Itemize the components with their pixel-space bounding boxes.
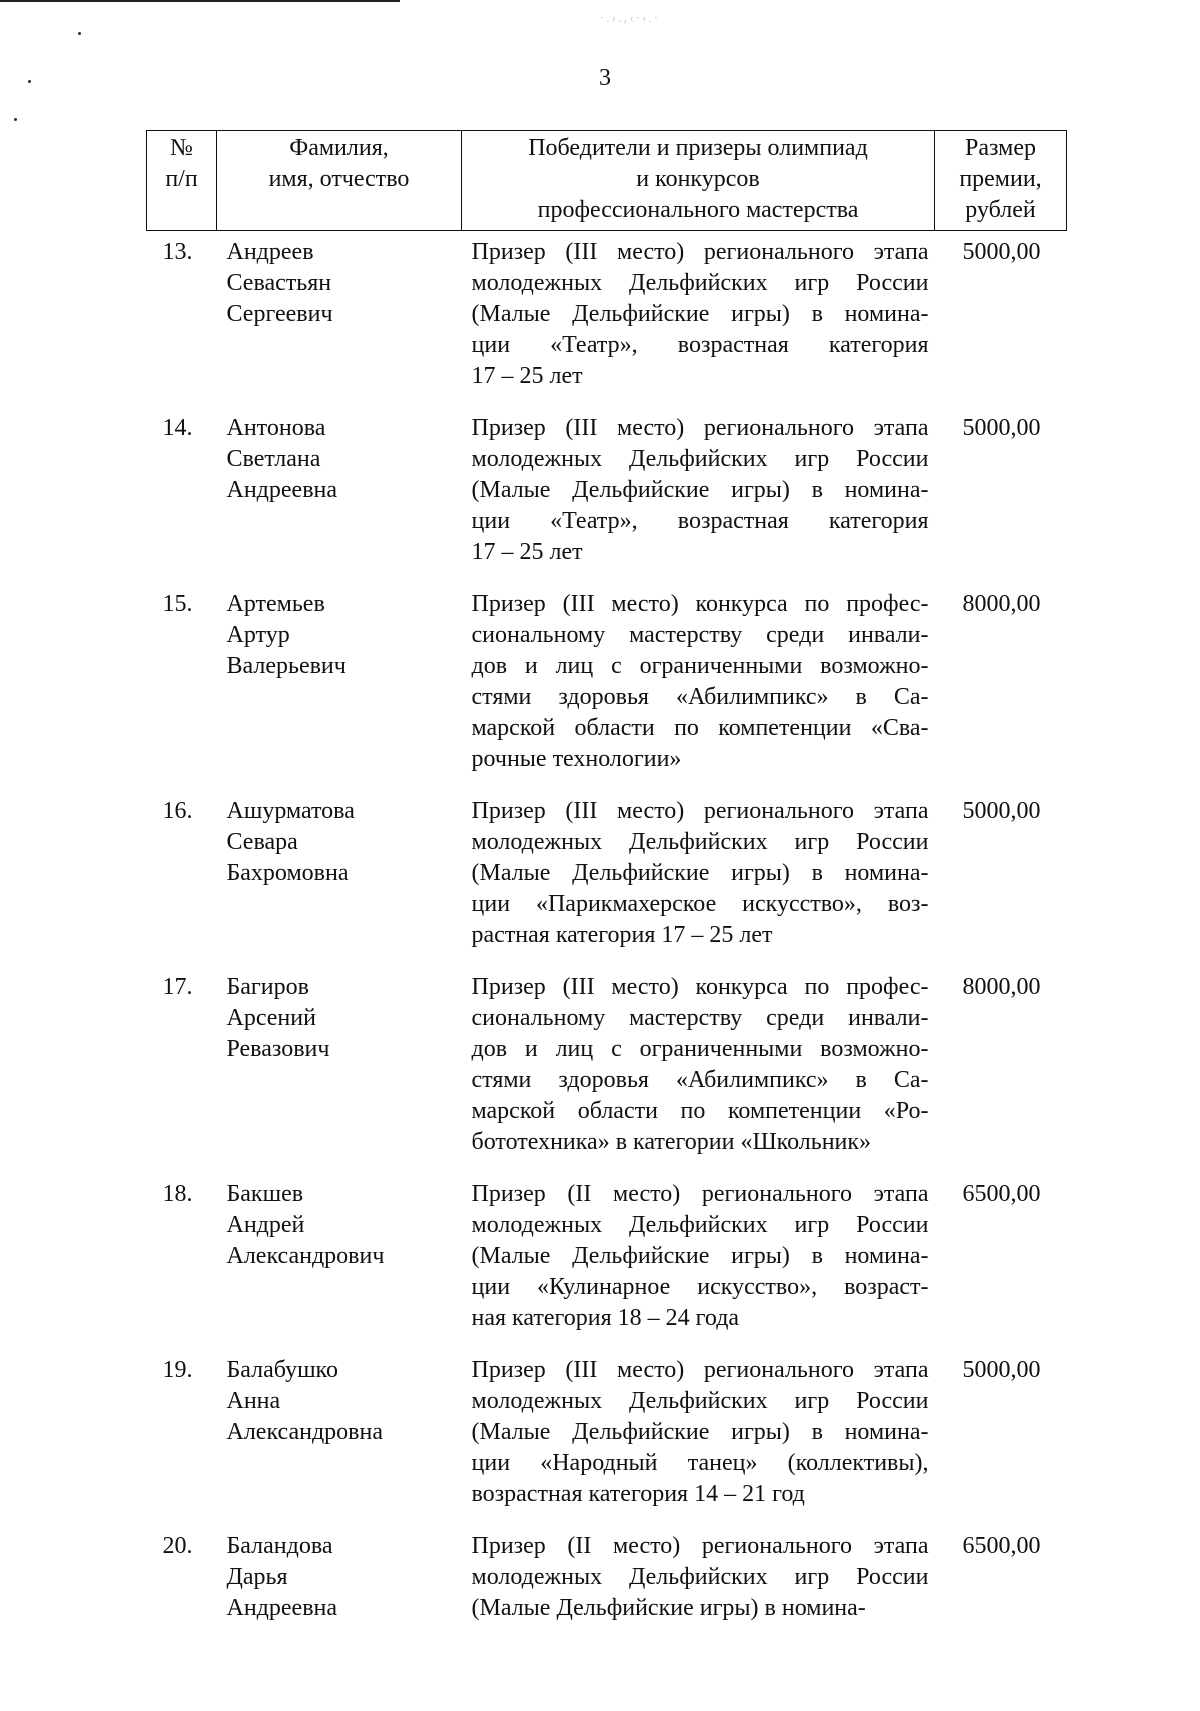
achievement-line: молодежных Дельфийских игр России [471,829,929,855]
header-award-amount: Размер премии, рублей [935,131,1067,231]
header-number: № п/п [147,131,217,231]
achievement-line: Призер (III место) регионального этапа [471,798,929,824]
achievement-line: Призер (III место) регионального этапа [471,1357,929,1383]
name-part: Александровна [226,1419,384,1445]
row-full-name [217,972,462,1179]
row-number: 13. [162,239,193,265]
row-number: 18. [162,1181,193,1207]
row-full-name [217,796,462,972]
achievement-line: молодежных Дельфийских игр России [471,1388,929,1414]
row-achievement [462,972,935,1179]
achievement-line: ции «Парикмахерское искусство», воз- [471,891,929,917]
table-row [147,1179,1067,1355]
name-part: Ревазович [226,1036,330,1062]
row-achievement [462,1179,935,1355]
name-part: Ашурматова [226,798,355,824]
achievement-line: молодежных Дельфийских игр России [471,1212,929,1238]
page-number: 3 [599,65,611,91]
scan-speck [14,118,17,121]
name-part: Анна [226,1388,281,1414]
row-full-name [217,1355,462,1531]
name-part: Валерьевич [226,653,346,679]
name-part: Антонова [226,415,326,441]
row-award-amount: 6500,00 [962,1181,1041,1207]
row-award-amount: 5000,00 [962,415,1041,441]
table-row [147,972,1067,1179]
row-number: 16. [162,798,193,824]
name-part: Севара [226,829,298,855]
achievement-line: 17 – 25 лет [471,539,583,565]
name-part: Балабушко [226,1357,338,1383]
achievement-line: (Малые Дельфийские игры) в номина- [471,1419,929,1445]
row-achievement [462,589,935,796]
table-header-row [147,131,1067,231]
row-number: 14. [162,415,193,441]
name-part: Андреев [226,239,314,265]
achievement-line: ции «Народный танец» (коллективы), [471,1450,929,1476]
achievement-line: Призер (III место) конкурса по профес- [471,591,929,617]
table-row [147,589,1067,796]
row-achievement [462,413,935,589]
name-part: Бакшев [226,1181,304,1207]
achievement-line: ная категория 18 – 24 года [471,1305,740,1331]
achievement-line: рочные технологии» [471,746,682,772]
table-row [147,796,1067,972]
row-full-name [217,589,462,796]
row-full-name [217,1531,462,1645]
row-achievement [462,796,935,972]
achievement-line: Призер (III место) регионального этапа [471,239,929,265]
row-number: 17. [162,974,193,1000]
achievement-line: (Малые Дельфийские игры) в номина- [471,1595,866,1621]
row-number: 20. [162,1533,193,1559]
achievement-line: дов и лиц с ограниченными возможно- [471,1036,929,1062]
table-row [147,231,1067,414]
achievement-line: сиональному мастерству среди инвали- [471,1005,929,1031]
row-award-amount: 6500,00 [962,1533,1041,1559]
name-part: Дарья [226,1564,288,1590]
table-row [147,413,1067,589]
achievement-line: (Малые Дельфийские игры) в номина- [471,477,929,503]
name-part: Бахромовна [226,860,349,886]
achievement-line: (Малые Дельфийские игры) в номина- [471,301,929,327]
name-part: Арсений [226,1005,316,1031]
name-part: Сергеевич [226,301,333,327]
row-full-name [217,1179,462,1355]
row-number: 15. [162,591,193,617]
achievement-line: Призер (II место) регионального этапа [471,1533,929,1559]
achievement-line: молодежных Дельфийских игр России [471,1564,929,1590]
achievement-line: Призер (III место) конкурса по профес- [471,974,929,1000]
name-part: Артур [226,622,290,648]
name-part: Светлана [226,446,321,472]
achievement-line: сиональному мастерству среди инвали- [471,622,929,648]
table-body [147,231,1067,1646]
achievement-line: марской области по компетенции «Ро- [471,1098,929,1124]
achievement-line: Призер (II место) регионального этапа [471,1181,929,1207]
achievement-line: молодежных Дельфийских игр России [471,270,929,296]
achievement-line: дов и лиц с ограниченными возможно- [471,653,929,679]
achievement-line: бототехника» в категории «Школьник» [471,1129,872,1155]
achievement-line: (Малые Дельфийские игры) в номина- [471,860,929,886]
table-row [147,1355,1067,1531]
row-achievement [462,1531,935,1645]
row-award-amount: 5000,00 [962,239,1041,265]
row-achievement [462,231,935,414]
name-part: Андрей [226,1212,305,1238]
row-award-amount: 5000,00 [962,798,1041,824]
name-part: Баландова [226,1533,333,1559]
faint-stamp-mark: ·.›.‚‹·‹.· [600,10,661,25]
achievement-line: (Малые Дельфийские игры) в номина- [471,1243,929,1269]
awards-table [146,130,1067,1645]
name-part: Андреевна [226,477,338,503]
row-award-amount: 8000,00 [962,974,1041,1000]
name-part: Артемьев [226,591,325,617]
row-achievement [462,1355,935,1531]
table-row [147,1531,1067,1645]
achievement-line: Призер (III место) регионального этапа [471,415,929,441]
header-full-name: Фамилия, имя, отчество [217,131,462,231]
achievement-line: молодежных Дельфийских игр России [471,446,929,472]
row-number: 19. [162,1357,193,1383]
achievement-line: ции «Театр», возрастная категория [471,332,929,358]
achievement-line: ции «Кулинарное искусство», возраст- [471,1274,929,1300]
scan-speck [78,32,81,35]
row-award-amount: 5000,00 [962,1357,1041,1383]
row-full-name [217,413,462,589]
achievement-line: марской области по компетенции «Сва- [471,715,929,741]
row-full-name [217,231,462,414]
row-award-amount: 8000,00 [962,591,1041,617]
name-part: Багиров [226,974,309,1000]
achievement-line: возрастная категория 14 – 21 год [471,1481,805,1507]
name-part: Андреевна [226,1595,338,1621]
achievement-line: растная категория 17 – 25 лет [471,922,773,948]
achievement-line: стями здоровья «Абилимпикс» в Са- [471,684,929,710]
scan-speck [28,80,31,83]
achievement-line: стями здоровья «Абилимпикс» в Са- [471,1067,929,1093]
name-part: Александрович [226,1243,385,1269]
top-edge-line [0,0,400,2]
achievement-line: ции «Театр», возрастная категория [471,508,929,534]
header-achievement: Победители и призеры олимпиад и конкурсов профессионального мастерства [462,131,935,231]
name-part: Севастьян [226,270,332,296]
achievement-line: 17 – 25 лет [471,363,583,389]
